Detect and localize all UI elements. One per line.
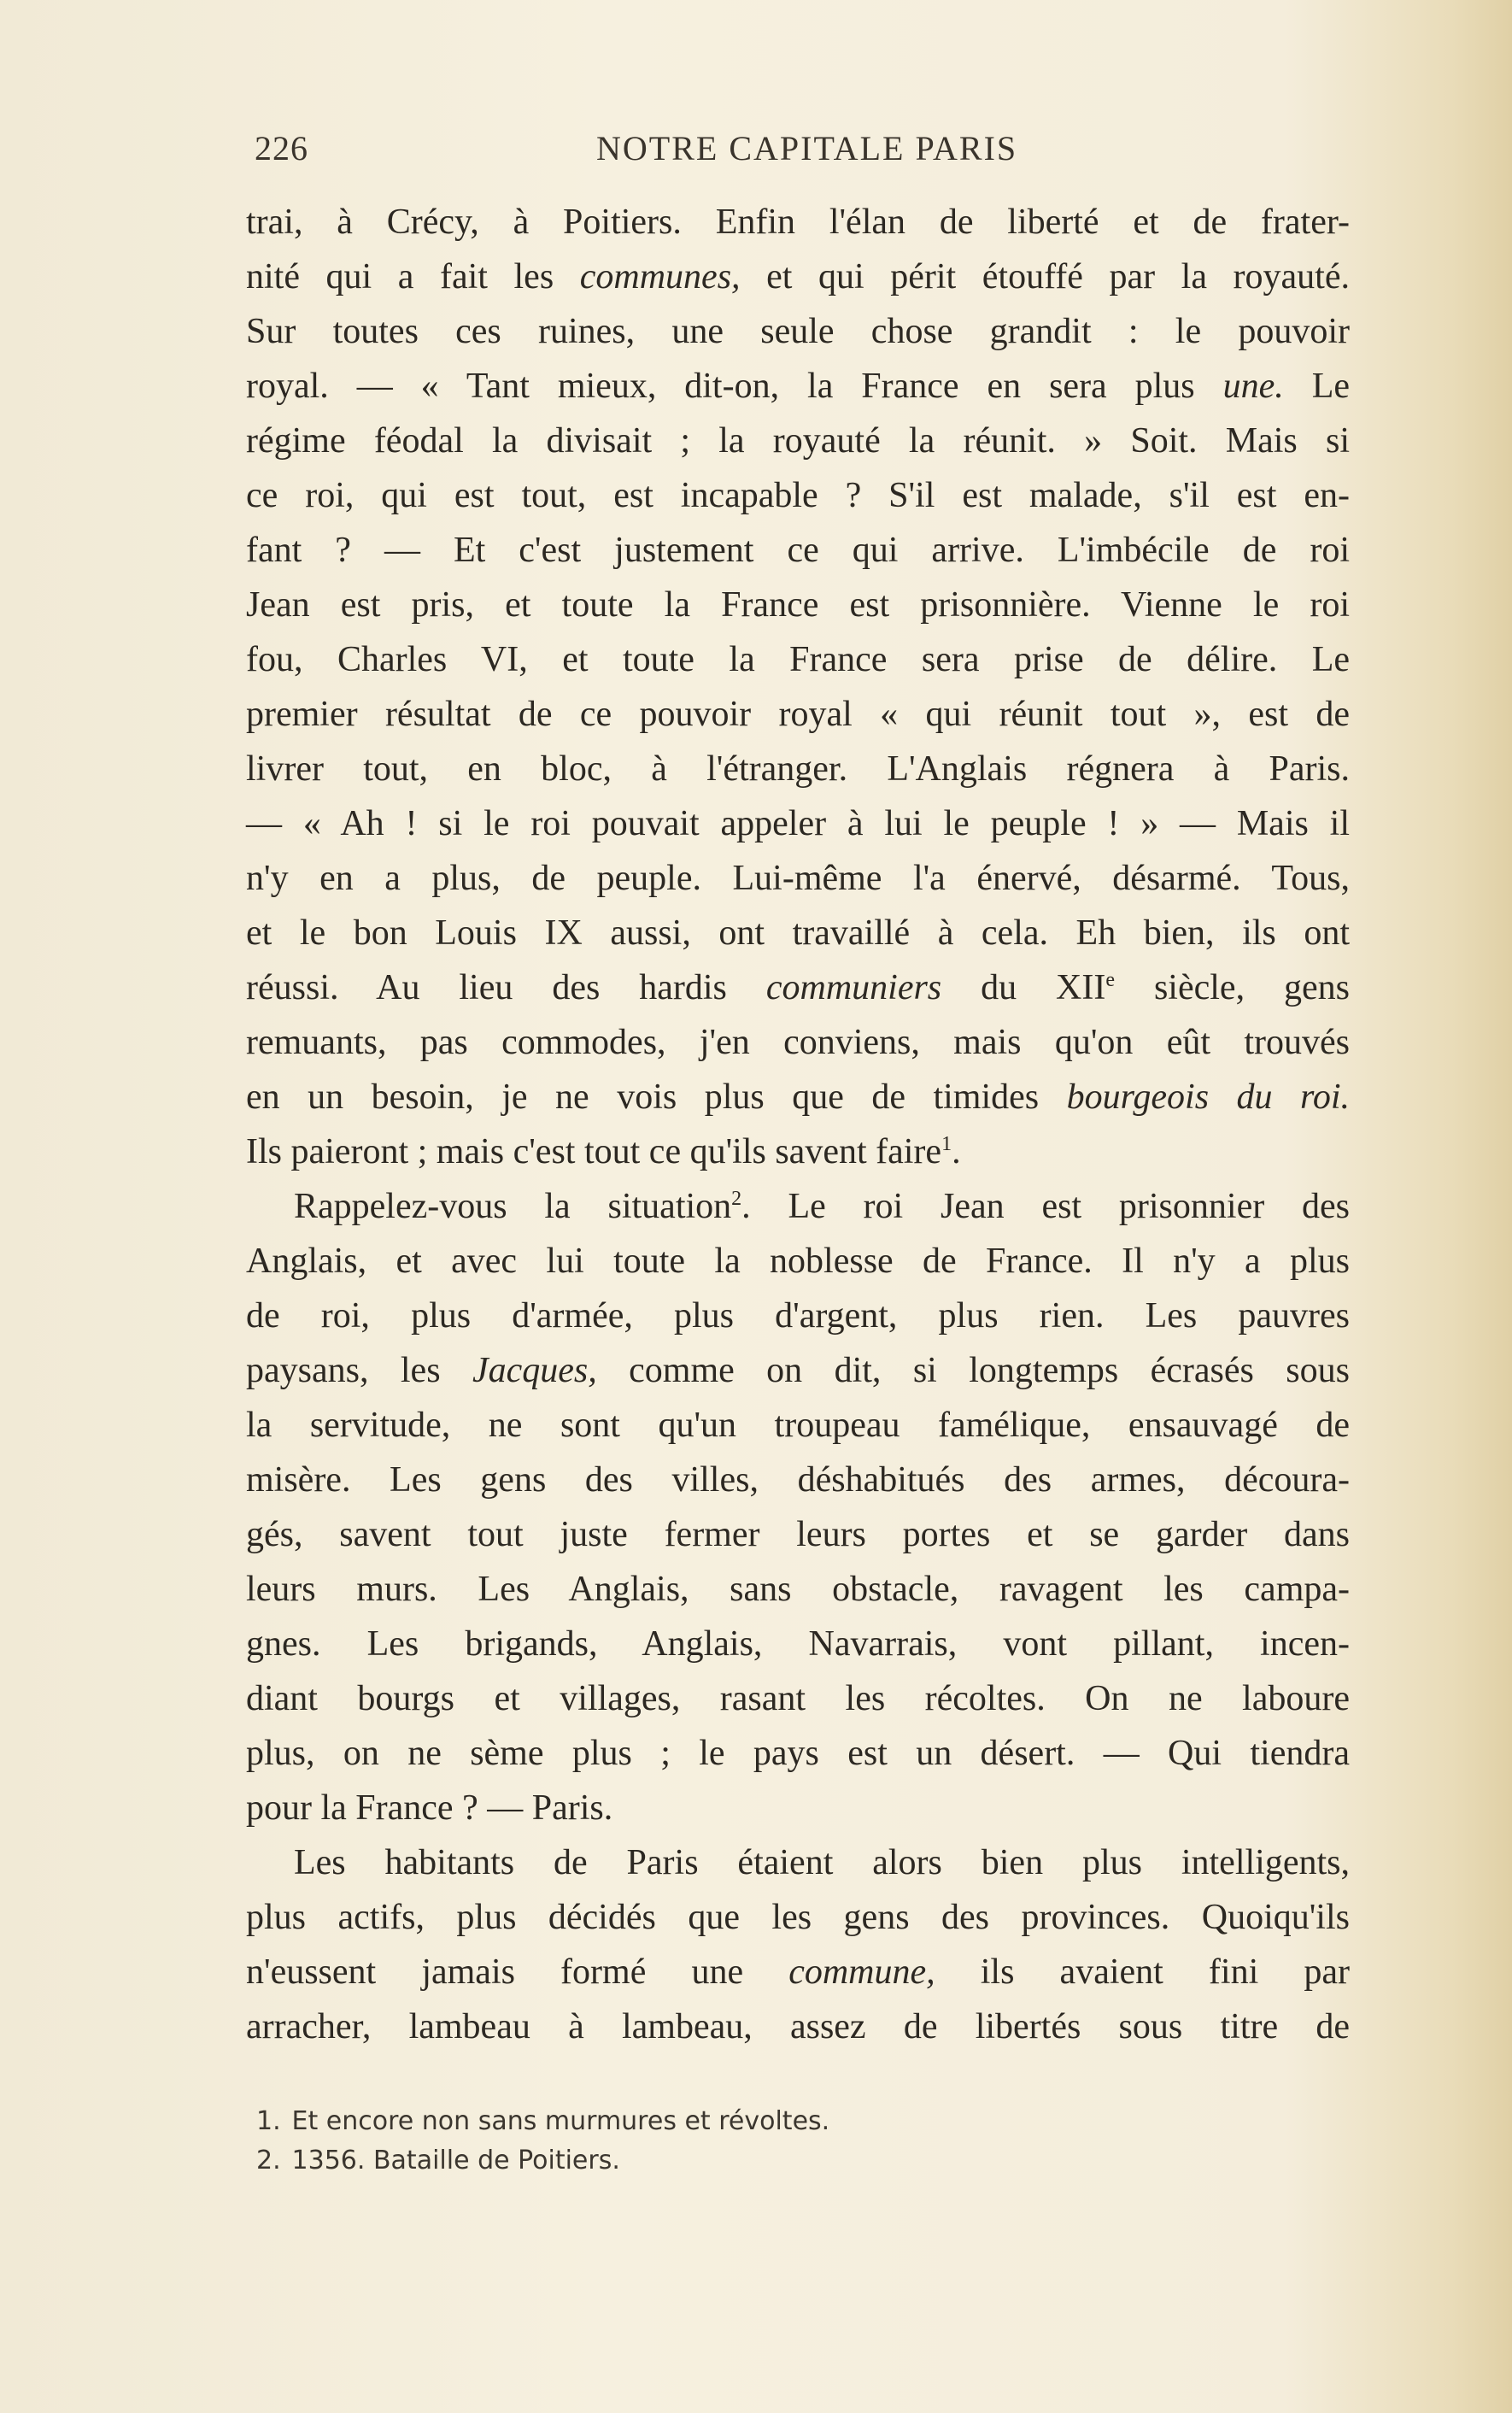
italic-run: bourgeois du roi.	[1066, 1077, 1350, 1117]
text-line: Sur toutes ces ruines, une seule chose grandit : le pouvoir	[246, 312, 1350, 351]
text-run: . Le roi Jean est prisonnier des	[741, 1187, 1350, 1226]
text-run: Le	[1283, 367, 1351, 406]
text-run: nité qui a fait les	[246, 257, 580, 296]
text-run: et qui périt étouffé par la royauté.	[740, 257, 1350, 296]
text-line: remuants, pas commodes, j'en conviens, mais qu'on eût trouvés	[246, 1023, 1350, 1062]
footnote-text: Et encore non sans murmures et révoltes.	[291, 2106, 830, 2136]
text-line: Anglais, et avec lui toute la noblesse de France. Il n'y a plus	[246, 1242, 1350, 1281]
text-line	[246, 1945, 1350, 1999]
text-line: premier résultat de ce pouvoir royal « qui réunit tout », est de	[246, 695, 1350, 734]
text-run: n'eussent jamais formé une	[246, 1952, 789, 1992]
paragraph-2	[246, 1179, 1350, 1835]
footnote-number: 1.	[256, 2106, 281, 2136]
text-line	[246, 1070, 1350, 1124]
text-run: Ils paieront ; mais c'est tout ce qu'ils savent faire	[246, 1132, 942, 1171]
paragraph-1	[246, 195, 1350, 1179]
running-title: NOTRE CAPITALE PARIS	[596, 129, 1018, 167]
footnote-2	[256, 2141, 1025, 2181]
paragraph-3	[246, 1835, 1350, 2054]
text-line: livrer tout, en bloc, à l'étranger. L'Anglais régnera à Paris.	[246, 749, 1350, 789]
text-line	[246, 1179, 1350, 1234]
text-line: — « Ah ! si le roi pouvait appeler à lui le peuple ! » — Mais il	[246, 804, 1350, 843]
body-text	[246, 195, 1350, 2054]
text-line: et le bon Louis IX aussi, ont travaillé à cela. Eh bien, ils ont	[246, 913, 1350, 953]
text-line	[246, 1124, 1350, 1179]
italic-run: commune,	[788, 1952, 935, 1992]
footnotes	[256, 2102, 1025, 2181]
text-line: trai, à Crécy, à Poitiers. Enfin l'élan de liberté et de frater-	[246, 203, 1350, 242]
text-line: n'y en a plus, de peuple. Lui-même l'a énervé, désarmé. Tous,	[246, 859, 1350, 898]
text-line: de roi, plus d'armée, plus d'argent, plus rien. Les pauvres	[246, 1296, 1350, 1336]
text-line: leurs murs. Les Anglais, sans obstacle, ravagent les campa-	[246, 1570, 1350, 1609]
text-run: paysans, les	[246, 1351, 472, 1390]
text-line: misère. Les gens des villes, déshabitués des armes, découra-	[246, 1460, 1350, 1500]
text-run: réussi. Au lieu des hardis	[246, 968, 766, 1007]
page-header	[255, 128, 1049, 179]
text-line: diant bourgs et villages, rasant les récoltes. On ne laboure	[246, 1679, 1350, 1718]
text-line: arracher, lambeau à lambeau, assez de libertés sous titre de	[246, 2007, 1350, 2046]
text-line: Jean est pris, et toute la France est prisonnière. Vienne le roi	[246, 585, 1350, 625]
text-line: gés, savent tout juste fermer leurs portes et se garder dans	[246, 1515, 1350, 1554]
text-run: en un besoin, je ne vois plus que de timides	[246, 1077, 1067, 1117]
footnote-ref-1[interactable]: 1	[941, 1133, 952, 1155]
text-line	[246, 250, 1350, 304]
italic-run: communes,	[579, 257, 741, 296]
text-line	[246, 1343, 1350, 1398]
footnote-text: 1356. Bataille de Poitiers.	[291, 2146, 620, 2175]
text-line: plus, on ne sème plus ; le pays est un désert. — Qui tiendra	[246, 1734, 1350, 1773]
text-run: .	[952, 1132, 961, 1171]
text-line: pour la France ? — Paris.	[246, 1788, 613, 1828]
text-line: régime féodal la divisait ; la royauté la réunit. » Soit. Mais si	[246, 421, 1350, 461]
text-run: comme on dit, si longtemps écrasés sous	[596, 1351, 1350, 1390]
text-run: ils avaient fini par	[935, 1952, 1350, 1992]
superscript: e	[1105, 969, 1116, 991]
text-line: plus actifs, plus décidés que les gens des provinces. Quoiqu'ils	[246, 1898, 1350, 1937]
italic-run: Jacques,	[472, 1351, 597, 1390]
italic-run: communiers	[765, 968, 942, 1007]
text-line: fou, Charles VI, et toute la France sera prise de délire. Le	[246, 640, 1350, 679]
footnote-number: 2.	[256, 2146, 281, 2175]
footnote-1	[256, 2102, 1025, 2141]
footnote-ref-2[interactable]: 2	[731, 1188, 742, 1210]
text-line: la servitude, ne sont qu'un troupeau famélique, ensauvagé de	[246, 1406, 1350, 1445]
text-run: siècle, gens	[1115, 968, 1351, 1007]
text-run: Rappelez-vous la situation	[294, 1187, 732, 1226]
italic-run: une.	[1222, 367, 1284, 406]
page-number: 226	[255, 129, 308, 167]
text-run: royal. — « Tant mieux, dit-on, la France en sera plus	[246, 367, 1223, 406]
text-line: gnes. Les brigands, Anglais, Navarrais, vont pillant, incen-	[246, 1624, 1350, 1664]
text-line	[246, 359, 1350, 414]
text-line: fant ? — Et c'est justement ce qui arrive. L'imbécile de roi	[246, 531, 1350, 570]
text-run: du XII	[941, 968, 1106, 1007]
text-line: Les habitants de Paris étaient alors bien plus intelligents,	[294, 1843, 1350, 1882]
text-line	[246, 960, 1350, 1015]
text-line: ce roi, qui est tout, est incapable ? S'il est malade, s'il est en-	[246, 476, 1350, 515]
